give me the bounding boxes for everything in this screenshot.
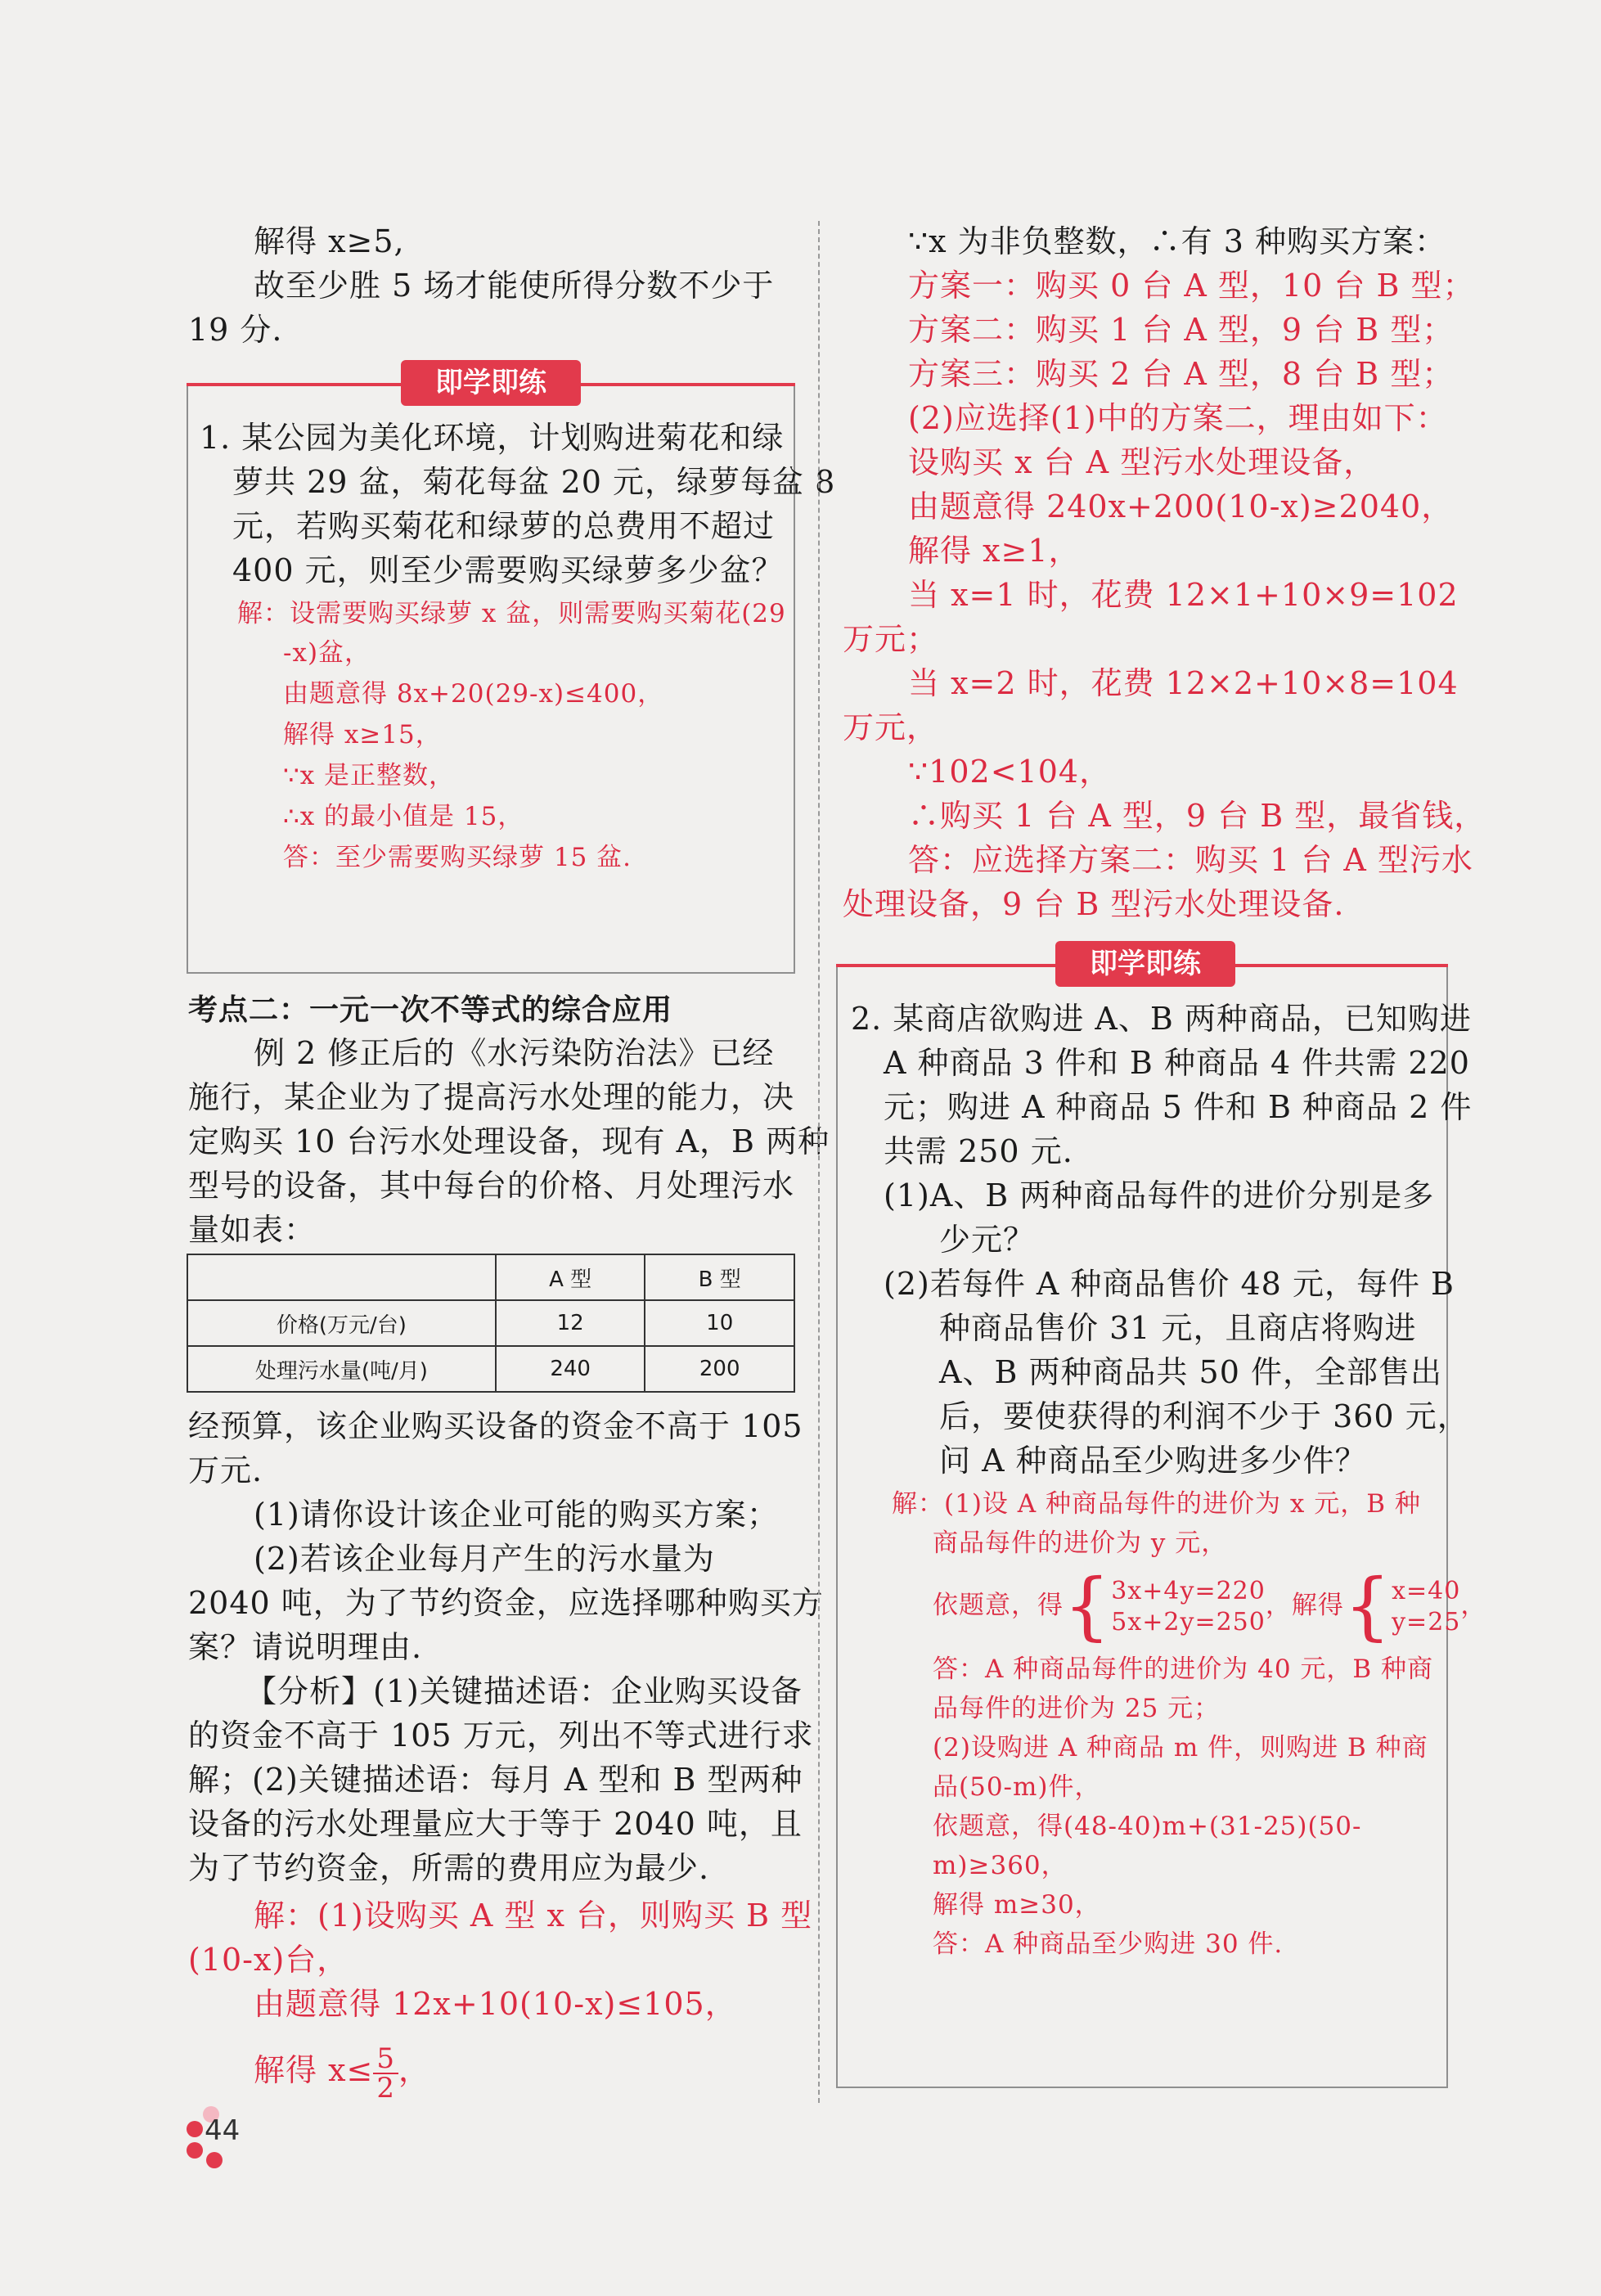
plan-line: 方案一：购买 0 台 A 型，10 台 B 型； bbox=[908, 268, 1475, 304]
text-line: 2040 吨，为了节约资金，应选择哪种购买方 bbox=[188, 1585, 824, 1621]
question-line: (2)若每件 A 种商品售价 48 元，每件 B bbox=[884, 1266, 1455, 1302]
plan-line: 解得 x≥1， bbox=[908, 533, 1081, 569]
table-cell bbox=[187, 1254, 496, 1300]
table-cell: 12 bbox=[496, 1300, 645, 1346]
answer-line: 解得 x≥15， bbox=[283, 720, 442, 750]
system-prefix: 依题意，得 bbox=[933, 1591, 1064, 1620]
fraction-numerator: 5 bbox=[373, 2045, 398, 2074]
question-line: 2. 某商店欲购进 A、B 两种商品，已知购进 bbox=[851, 1001, 1472, 1037]
solution-eq: y=25 bbox=[1392, 1607, 1461, 1636]
decor-dot bbox=[187, 2121, 203, 2137]
solution-prefix: 解得 x≤ bbox=[254, 2052, 374, 2088]
answer-line: 解：(1)设 A 种商品每件的进价为 x 元，B 种 bbox=[892, 1489, 1421, 1519]
system-solution bbox=[1392, 1576, 1460, 1638]
table-cell: 200 bbox=[645, 1346, 794, 1392]
system-eq: 3x+4y=220 bbox=[1111, 1576, 1266, 1605]
question-line: 种商品售价 31 元，且商店将购进 bbox=[939, 1310, 1417, 1346]
text-line: 故至少胜 5 场才能使所得分数不少于 bbox=[254, 268, 775, 304]
question-line: A 种商品 3 件和 B 种商品 4 件共需 220 bbox=[884, 1045, 1470, 1081]
answer-line: 品每件的进价为 25 元； bbox=[933, 1694, 1221, 1723]
page-number: 44 bbox=[205, 2114, 241, 2147]
equation-system bbox=[933, 1563, 1487, 1650]
answer-line: 商品每件的进价为 y 元， bbox=[933, 1528, 1228, 1558]
answer-line: 答：至少需要购买绿萝 15 盆. bbox=[283, 843, 632, 872]
answer-line: m)≥360， bbox=[933, 1851, 1068, 1880]
question-line: 400 元，则至少需要购买绿萝多少盆？ bbox=[232, 552, 784, 588]
text-line: 19 分. bbox=[188, 312, 283, 348]
question-line: 共需 250 元. bbox=[884, 1133, 1073, 1169]
plan-line: 方案二：购买 1 台 A 型，9 台 B 型； bbox=[908, 312, 1455, 348]
analysis-line: 【分析】(1)关键描述语：企业购买设备 bbox=[245, 1673, 803, 1709]
system-eq: 5x+2y=250 bbox=[1111, 1607, 1266, 1636]
solution-line: 由题意得 12x+10(10-x)≤105， bbox=[254, 1986, 737, 2022]
answer-line: 依题意，得(48-40)m+(31-25)(50- bbox=[933, 1812, 1362, 1841]
fraction bbox=[373, 2042, 398, 2105]
data-table bbox=[187, 1254, 795, 1393]
answer-line: 解：设需要购买绿萝 x 盆，则需要购买菊花(29 bbox=[237, 599, 786, 628]
solution-line: 解：(1)设购买 A 型 x 台，则购买 B 型 bbox=[254, 1898, 813, 1934]
table-cell: A 型 bbox=[496, 1254, 645, 1300]
plan-line: 当 x=1 时，花费 12×1+10×9=102 bbox=[908, 577, 1459, 613]
example-line: 型号的设备，其中每台的价格、月处理污水 bbox=[188, 1168, 795, 1204]
section-title: 考点二：一元一次不等式的综合应用 bbox=[188, 993, 673, 1027]
system-suffix: ， bbox=[1460, 1591, 1487, 1620]
answer-line: (2)设购进 A 种商品 m 件，则购进 B 种商 bbox=[933, 1733, 1428, 1763]
brace-icon: { bbox=[1064, 1563, 1112, 1650]
table-cell: 240 bbox=[496, 1346, 645, 1392]
table-cell: 处理污水量(吨/月) bbox=[187, 1346, 496, 1392]
answer-line: 答：A 种商品每件的进价为 40 元，B 种商 bbox=[933, 1654, 1434, 1684]
answer-line: 解得 m≥30， bbox=[933, 1890, 1101, 1920]
text-line: ∵x 为非负整数，∴有 3 种购买方案： bbox=[908, 223, 1447, 259]
example-line: 例 2 修正后的《水污染防治法》已经 bbox=[254, 1035, 775, 1071]
plan-line: 方案三：购买 2 台 A 型，8 台 B 型； bbox=[908, 356, 1455, 392]
plan-line: ∴购买 1 台 A 型，9 台 B 型，最省钱， bbox=[908, 798, 1486, 834]
question-line: 少元？ bbox=[939, 1222, 1036, 1258]
plan-line: 万元； bbox=[843, 621, 939, 657]
text-line: 经预算，该企业购买设备的资金不高于 105 bbox=[188, 1408, 803, 1444]
text-line: 案？请说明理由. bbox=[188, 1629, 423, 1665]
example-line: 定购买 10 台污水处理设备，现有 A，B 两种 bbox=[188, 1123, 830, 1159]
fraction-denominator: 2 bbox=[376, 2071, 395, 2105]
question-line: 问 A 种商品至少购进多少件？ bbox=[939, 1443, 1367, 1479]
solution-suffix: ， bbox=[398, 2052, 431, 2088]
plan-line: 处理设备，9 台 B 型污水处理设备. bbox=[843, 886, 1345, 922]
question-line: 后，要使获得的利润不少于 360 元， bbox=[939, 1398, 1469, 1434]
system-mid: ，解得 bbox=[1265, 1591, 1344, 1620]
plan-line: 由题意得 240x+200(10-x)≥2040， bbox=[908, 488, 1454, 524]
text-line: 解得 x≥5, bbox=[254, 223, 405, 259]
plan-line: (2)应选择(1)中的方案二，理由如下： bbox=[908, 400, 1448, 436]
answer-line: -x)盆， bbox=[283, 638, 371, 668]
practice-badge: 即学即练 bbox=[401, 360, 581, 406]
answer-line: 品(50-m)件， bbox=[933, 1772, 1101, 1802]
analysis-line: 的资金不高于 105 万元，列出不等式进行求 bbox=[188, 1717, 814, 1754]
table-row bbox=[187, 1300, 794, 1346]
plan-line: ∵102<104， bbox=[908, 754, 1112, 790]
question-line: A、B 两种商品共 50 件，全部售出 bbox=[939, 1354, 1442, 1390]
question-line: 元，若购买菊花和绿萝的总费用不超过 bbox=[232, 508, 776, 544]
decor-dot bbox=[187, 2142, 203, 2159]
answer-line: ∴x 的最小值是 15， bbox=[283, 802, 524, 831]
text-line: (2)若该企业每月产生的污水量为 bbox=[254, 1541, 715, 1577]
table-row bbox=[187, 1346, 794, 1392]
question-line: 元；购进 A 种商品 5 件和 B 种商品 2 件 bbox=[884, 1089, 1473, 1125]
question-line: 萝共 29 盆，菊花每盆 20 元，绿萝每盆 8 bbox=[232, 464, 836, 500]
analysis-line: 设备的污水处理量应大于等于 2040 吨，且 bbox=[188, 1806, 803, 1842]
text-line: (1)请你设计该企业可能的购买方案； bbox=[254, 1497, 779, 1533]
example-line: 量如表： bbox=[188, 1212, 317, 1248]
table-header-row bbox=[187, 1254, 794, 1300]
practice-badge: 即学即练 bbox=[1055, 941, 1235, 987]
plan-line: 万元， bbox=[843, 709, 939, 745]
analysis-line: 为了节约资金，所需的费用应为最少. bbox=[188, 1850, 710, 1886]
answer-line: 由题意得 8x+20(29-x)≤400， bbox=[283, 679, 664, 709]
text-line: 万元. bbox=[188, 1452, 263, 1488]
table-cell: B 型 bbox=[645, 1254, 794, 1300]
plan-line: 答：应选择方案二：购买 1 台 A 型污水 bbox=[908, 842, 1473, 878]
question-line: (1)A、B 两种商品每件的进价分别是多 bbox=[884, 1177, 1435, 1213]
solution-line bbox=[254, 2037, 430, 2103]
table-cell: 10 bbox=[645, 1300, 794, 1346]
plan-line: 当 x=2 时，花费 12×2+10×8=104 bbox=[908, 665, 1459, 701]
answer-line: ∵x 是正整数， bbox=[283, 761, 456, 790]
answer-line: 答：A 种商品至少购进 30 件. bbox=[933, 1929, 1284, 1959]
solution-line: (10-x)台， bbox=[188, 1942, 349, 1978]
brace-icon: { bbox=[1343, 1563, 1392, 1650]
analysis-line: 解；(2)关键描述语：每月 A 型和 B 型两种 bbox=[188, 1762, 803, 1798]
question-line: 1. 某公园为美化环境，计划购进菊花和绿 bbox=[200, 420, 785, 456]
example-line: 施行，某企业为了提高污水处理的能力，决 bbox=[188, 1079, 795, 1115]
system-equations bbox=[1111, 1576, 1266, 1638]
solution-eq: x=40 bbox=[1392, 1576, 1461, 1605]
decor-dot bbox=[206, 2152, 223, 2168]
column-divider bbox=[818, 221, 820, 2103]
table-cell: 价格(万元/台) bbox=[187, 1300, 496, 1346]
plan-line: 设购买 x 台 A 型污水处理设备， bbox=[908, 444, 1376, 480]
